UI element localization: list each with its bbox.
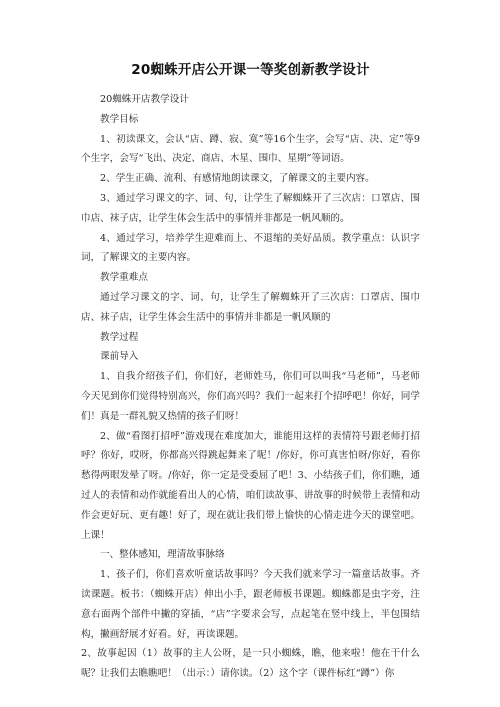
paragraph: 一、整体感知，理清故事脉络 (100, 549, 225, 561)
paragraph: 通过学习课文的字、词、句，让学生了解蜘蛛开了三次店：口罩店、围巾店、袜子店，让学生体会生活中的事情并非都是一帆风顺的 (81, 291, 420, 323)
paragraph: 教学目标 (100, 113, 139, 125)
paragraph: 2、做“看图打招呼”游戏现在难度加大，谁能用这样的表情符号跟老师打招呼？你好，哎呀，你都高兴得跳起舞来了呢！/你好，你可真害怕呀/你好，看你愁得两眼发晕了呀。/你好，你一定是受委屈了吧！3、小结孩子们，你们瞧，通过人的表情和动作就能看出人的心情，咱们读故事、讲故事的时候带上表情和动作会更好玩、更有趣！好了，现在就让我们带上愉快的心情走进今天的课堂吧。上课！ (81, 430, 420, 541)
paragraph: 2、学生正确、流利、有感情地朗读课文，了解课文的主要内容。 (100, 173, 375, 185)
paragraph: 1、初读课文，会认“店、蹲、寂、寞”等16个生字，会写“店、决、定”等9个生字，会写“飞出、决定、商店、木星、围巾、星期”等词语。 (81, 133, 420, 165)
document-title: 20蜘蛛开店公开课一等奖创新教学设计 (131, 62, 370, 78)
paragraph: 4、通过学习，培养学生迎难而上、不退缩的美好品质。教学重点：认识字词，了解课文的主要内容。 (81, 232, 420, 264)
paragraph: 教学过程 (100, 331, 139, 343)
paragraph: 2、故事起因（1）故事的主人公呀，是一只小蜘蛛，瞧，他来啦！他在干什么呢？让我们去瞧瞧吧！（出示：）请你读。（2）这个字（课件标红“蹲”）你 (81, 648, 420, 680)
paragraph: 20蜘蛛开店教学设计 (100, 94, 189, 105)
paragraph: 课前导入 (100, 351, 139, 363)
document-body (81, 90, 420, 684)
paragraph: 1、自我介绍孩子们，你们好，老师姓马，你们可以叫我“马老师”，马老师今天见到你们觉得特别高兴，你们高兴吗？我们一起来打个招呼吧！你好，同学们！真是一群礼貌又热情的孩子们呀！ (81, 371, 420, 422)
paragraph: 3、通过学习课文的字、词、句，让学生了解蜘蛛开了三次店：口罩店、围巾店、袜子店，让学生体会生活中的事情并非都是一帆风顺的。 (81, 192, 420, 224)
paragraph: 教学重难点 (100, 272, 148, 284)
paragraph: 1、孩子们，你们喜欢听童话故事吗？今天我们就来学习一篇童话故事。齐读课题。板书：（蜘蛛开店）伸出小手，跟老师板书课题。蜘蛛都是虫字旁，注意右面两个部件中撇的穿插，“店”字要求会写，点起笔在竖中线上，半包围结构，撇画舒展才好看。好，再读课题。 (81, 569, 420, 640)
